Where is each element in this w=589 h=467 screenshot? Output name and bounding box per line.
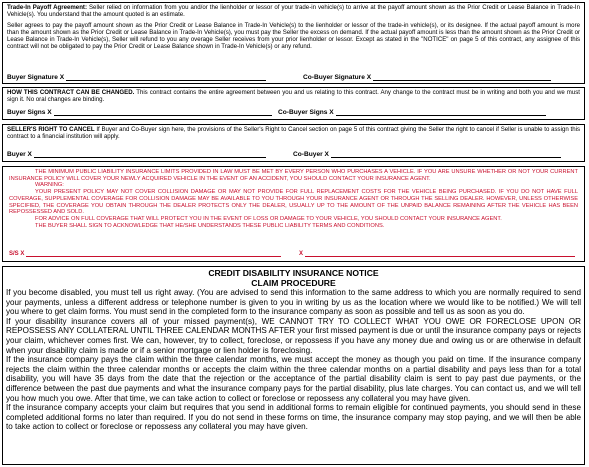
cancel-buyer-sign[interactable]: Buyer X	[7, 150, 266, 158]
tradein-paragraph-2: Seller agrees to pay the payoff amount shown as the Prior Credit or Lease Balance in Trade-In Vehicle(s) to the lienholder or lessor of the trade-in vehicle(s), or its designee. If the actual payoff amount is more than the amount shown as the Prior Credit or Lease Balance in Trade-In Vehicle(s), you must pay the Seller the excess on demand. If the actual payoff amount is less than the amount shown as the Prior Credit or Lease Balance in Trade-In Vehicle(s), Seller will refund to you any overage Seller receives from your prior lienholder or lessor. Except as stated in the "NOTICE" on page 5 of this contract, any assignee of this contract will not be obligated to pay the Prior Credit or Lease Balance shown in Trade-In Vehicle(s) or any refund.	[7, 21, 580, 51]
buyer-signature-line[interactable]	[66, 73, 266, 81]
credit-subtitle: CLAIM PROCEDURE	[251, 278, 336, 288]
tradein-paragraph-1: Trade-In Payoff Agreement: Seller relied on information from you and/or the lienholder or lessor of your trade-in vehicle(s) to arrive at the payoff amount shown as the Prior Credit or Lease Balance in Trade-In Vehicle(s). You understand that the amount quoted is an estimate.	[7, 4, 580, 19]
credit-paragraph-1: If you become disabled, you must tell us right away. (You are advised to send this information to the same address to which you are normally required to send your payments, unless a different address or telephone number is given to you in writing by us as the location where we would like to be notified.) We will tell you where to get claim forms. You must send in the completed form to the insurance company as soon as possible and tell us as soon as you do.	[6, 288, 581, 317]
cancel-heading: SELLER'S RIGHT TO CANCEL	[7, 126, 95, 133]
changes-cobuyer-line[interactable]	[336, 108, 546, 116]
cobuyer-signature-field[interactable]: Co-Buyer Signature X	[303, 73, 551, 81]
changes-paragraph: HOW THIS CONTRACT CAN BE CHANGED. This contract contains the entire agreement between you and us relating to this contract. Any change to the contract must be in writing and both you and we must sign it. No oral changes are binding.	[7, 89, 580, 104]
credit-paragraph-2: If your disability insurance covers all of your missed payment(s), WE CANNOT TRY TO COLLECT WHAT YOU OWE OR FORECLOSE UPON OR REPOSSESS ANY COLLATERAL UNTIL THREE CALENDAR MONTHS AFTER your first missed payment is due or until the insurance company pays or rejects your claim, whichever comes first. We can, however, try to collect, foreclose, or repossess if you have any money due and owing us or are otherwise in default when your disability claim is made or if a senior mortgage or lien holder is foreclosing.	[6, 316, 581, 355]
insurance-signature-right[interactable]: X	[299, 249, 575, 257]
insurance-warning: WARNING:	[35, 182, 64, 189]
credit-title: CREDIT DISABILITY INSURANCE NOTICE	[208, 268, 379, 278]
insurance-signature-right-line[interactable]	[305, 249, 575, 257]
changes-buyer-line[interactable]	[54, 108, 272, 116]
buyer-signature-field[interactable]: Buyer Signature X	[7, 73, 266, 81]
tradein-section	[2, 2, 585, 84]
credit-paragraph-3: If the insurance company pays the claim within the three calendar months, we must accept the money as though you paid on time. If the insurance company rejects the claim within the three calendar months or accepts the claim within the three calendar months on a partial disability and pays less than for a total disability, you will have 35 days from the date that the rejection or the acceptance of the partial disability claim is sent to pay past due payments, or the difference between the past due payments and what the insurance company pays for the partial disability, plus late charges. You can contact us, and we will tell you how much you owe. After that time, we can take action to collect or foreclose or repossess any collateral you may have given.	[6, 355, 581, 403]
insurance-line-4: THE BUYER SHALL SIGN TO ACKNOWLEDGE THAT HE/SHE UNDERSTANDS THESE PUBLIC LIABILITY TERMS AND CONDITIONS.	[35, 222, 385, 229]
changes-cobuyer-sign[interactable]: Co-Buyer Signs X	[278, 108, 546, 116]
cobuyer-signature-line[interactable]	[373, 73, 551, 81]
insurance-line-3: FOR ADVICE ON FULL COVERAGE THAT WILL PROTECT YOU IN THE EVENT OF LOSS OR DAMAGE TO YOUR VEHICLE, YOU SHOULD CONTACT YOUR INSURANCE AGENT.	[35, 215, 502, 222]
cancel-cobuyer-line[interactable]	[331, 150, 561, 158]
cancel-cobuyer-sign[interactable]: Co-Buyer X	[293, 150, 561, 158]
insurance-signature-left[interactable]: S/S X	[9, 249, 281, 257]
changes-section	[2, 87, 585, 120]
credit-disability-section	[2, 266, 585, 465]
cancel-section	[2, 124, 585, 162]
insurance-signature-left-line[interactable]	[26, 249, 281, 257]
insurance-line-2: YOUR PRESENT POLICY MAY NOT COVER COLLISION DAMAGE OR MAY NOT PROVIDE FOR FULL REPLACEMENT COSTS FOR THE VEHICLE BEING PURCHASED. IF YOU DO NOT HAVE FULL COVERAGE, SUPPLEMENTAL COVERAGE FOR COLLISION DAMAGE MAY BE AVAILABLE TO YOU THROUGH YOUR INSURANCE AGENT OR THROUGH THE SELLING DEALER. HOWEVER, UNLESS OTHERWISE SPECIFIED, THE COVERAGE YOU OBTAIN THROUGH THE DEALER PROTECTS ONLY THE DEALER, USUALLY UP TO THE AMOUNT OF THE UNPAID BALANCE REMAINING AFTER THE VEHICLE HAS BEEN REPOSSESSED AND SOLD.	[9, 189, 578, 216]
cancel-buyer-line[interactable]	[34, 150, 266, 158]
credit-paragraph-4: If the insurance company accepts your claim but requires that you send in additional forms to remain eligible for continued payments, you should send in these completed additional forms no later than required. If you do not send in these forms on time, the insurance company may stop paying, and we will then be able to take action to collect or foreclose or repossess any collateral you may have given.	[6, 403, 581, 432]
tradein-heading: Trade-In Payoff Agreement:	[7, 4, 87, 11]
changes-heading: HOW THIS CONTRACT CAN BE CHANGED.	[7, 89, 135, 96]
insurance-section	[2, 166, 585, 262]
changes-buyer-sign[interactable]: Buyer Signs X	[7, 108, 272, 116]
cancel-paragraph: SELLER'S RIGHT TO CANCEL If Buyer and Co-Buyer sign here, the provisions of the Seller's Right to Cancel section on page 5 of this contract giving the Seller the right to cancel if Seller is unable to assign this contract to a financial institution will apply.	[7, 126, 580, 141]
insurance-line-1: THE MINIMUM PUBLIC LIABILITY INSURANCE LIMITS PROVIDED IN LAW MUST BE MET BY EVERY PERSON WHO PURCHASES A VEHICLE. IF YOU ARE UNSURE WHETHER OR NOT YOUR CURRENT INSURANCE POLICY WILL COVER YOUR NEWLY ACQUIRED VEHICLE IN THE EVENT OF AN ACCIDENT, YOU SHOULD CONTACT YOUR INSURANCE AGENT.	[9, 169, 578, 182]
